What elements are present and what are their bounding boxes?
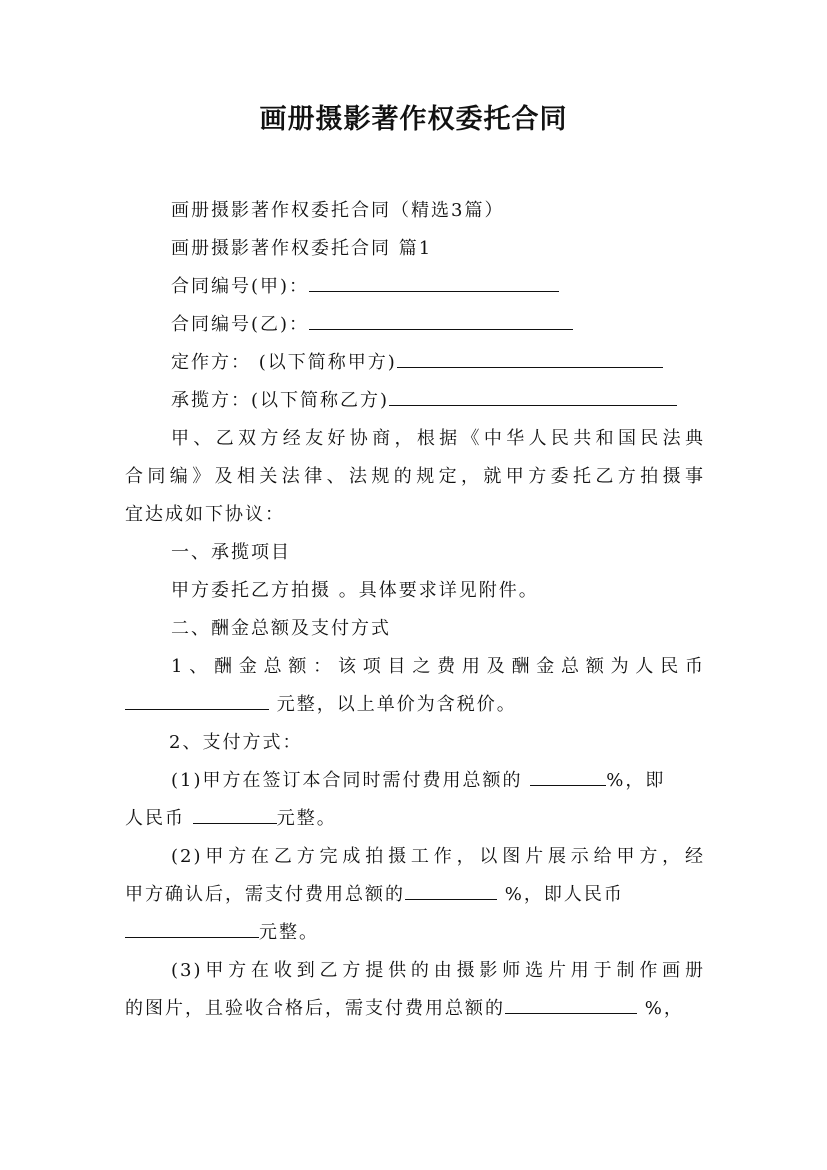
paragraph-line: (3)甲方在收到乙方提供的由摄影师选片用于制作画册 [171,960,705,981]
document-body [125,192,705,1028]
payment-1-amount-suffix: 元整。 [276,808,337,829]
paragraph-line: 甲方委托乙方拍摄 。具体要求详见附件。 [171,580,539,601]
fee-total-text: 元整，以上单价为含税价。 [269,694,517,715]
payment-1-text: (1)甲方在签订本合同时需付费用总额的 [171,770,531,791]
party-a-label: 定作方： (以下简称甲方) [171,352,397,373]
contract-number-b-label: 合同编号(乙)： [171,314,310,335]
contract-number-a-blank [309,273,559,292]
payment-3-text: 的图片，且验收合格后，需支付费用总额的 [125,998,505,1019]
payment-1-line [125,762,705,800]
party-b-line [125,382,705,420]
party-a-line [125,344,705,382]
fee-total-blank [125,691,269,710]
clause-heading: 二、酬金总额及支付方式 [171,618,391,639]
payment-3-percent-blank [505,995,637,1014]
paragraph-line: 宜达成如下协议： [125,504,285,525]
section-heading: 画册摄影著作权委托合同 篇1 [171,238,433,259]
payment-3-line [125,990,705,1028]
clause-heading: 2、支付方式： [169,732,303,753]
payment-2-line [125,876,705,914]
paragraph-line: 甲、乙双方经友好协商，根据《中华人民共和国民法典 [171,428,705,449]
paragraph-line: (2)甲方在乙方完成拍摄工作，以图片展示给甲方，经 [171,846,705,867]
contract-number-a-line [125,268,705,306]
payment-1-amount-prefix: 人民币 [125,808,193,829]
contract-number-a-label: 合同编号(甲)： [171,276,310,297]
contract-number-b-blank [309,311,573,330]
subtitle-line: 画册摄影著作权委托合同（精选3篇） [171,200,505,221]
paragraph-line: 合同编》及相关法律、法规的规定，就甲方委托乙方拍摄事 [125,466,705,487]
fee-total-line [125,686,705,724]
payment-2-amount-blank [125,919,259,938]
payment-2-percent-blank [405,881,497,900]
payment-2-amount-line [125,914,705,952]
payment-2-suffix: %，即人民币 [497,884,624,905]
payment-1-suffix: %，即 [606,770,666,791]
payment-1-amount-blank [193,805,277,824]
party-a-blank [397,349,663,368]
payment-2-text: 甲方确认后，需支付费用总额的 [125,884,405,905]
paragraph-line: 1、酬金总额：该项目之费用及酬金总额为人民币 [171,656,705,677]
payment-1-amount-line [125,800,705,838]
payment-2-amount-suffix: 元整。 [259,922,319,943]
payment-1-percent-blank [530,767,606,786]
payment-3-suffix: %， [637,998,684,1019]
contract-number-b-line [125,306,705,344]
clause-heading: 一、承揽项目 [171,542,291,563]
document-title: 画册摄影著作权委托合同 [259,104,568,135]
party-b-blank [389,387,677,406]
party-b-label: 承揽方：(以下简称乙方) [171,390,390,411]
